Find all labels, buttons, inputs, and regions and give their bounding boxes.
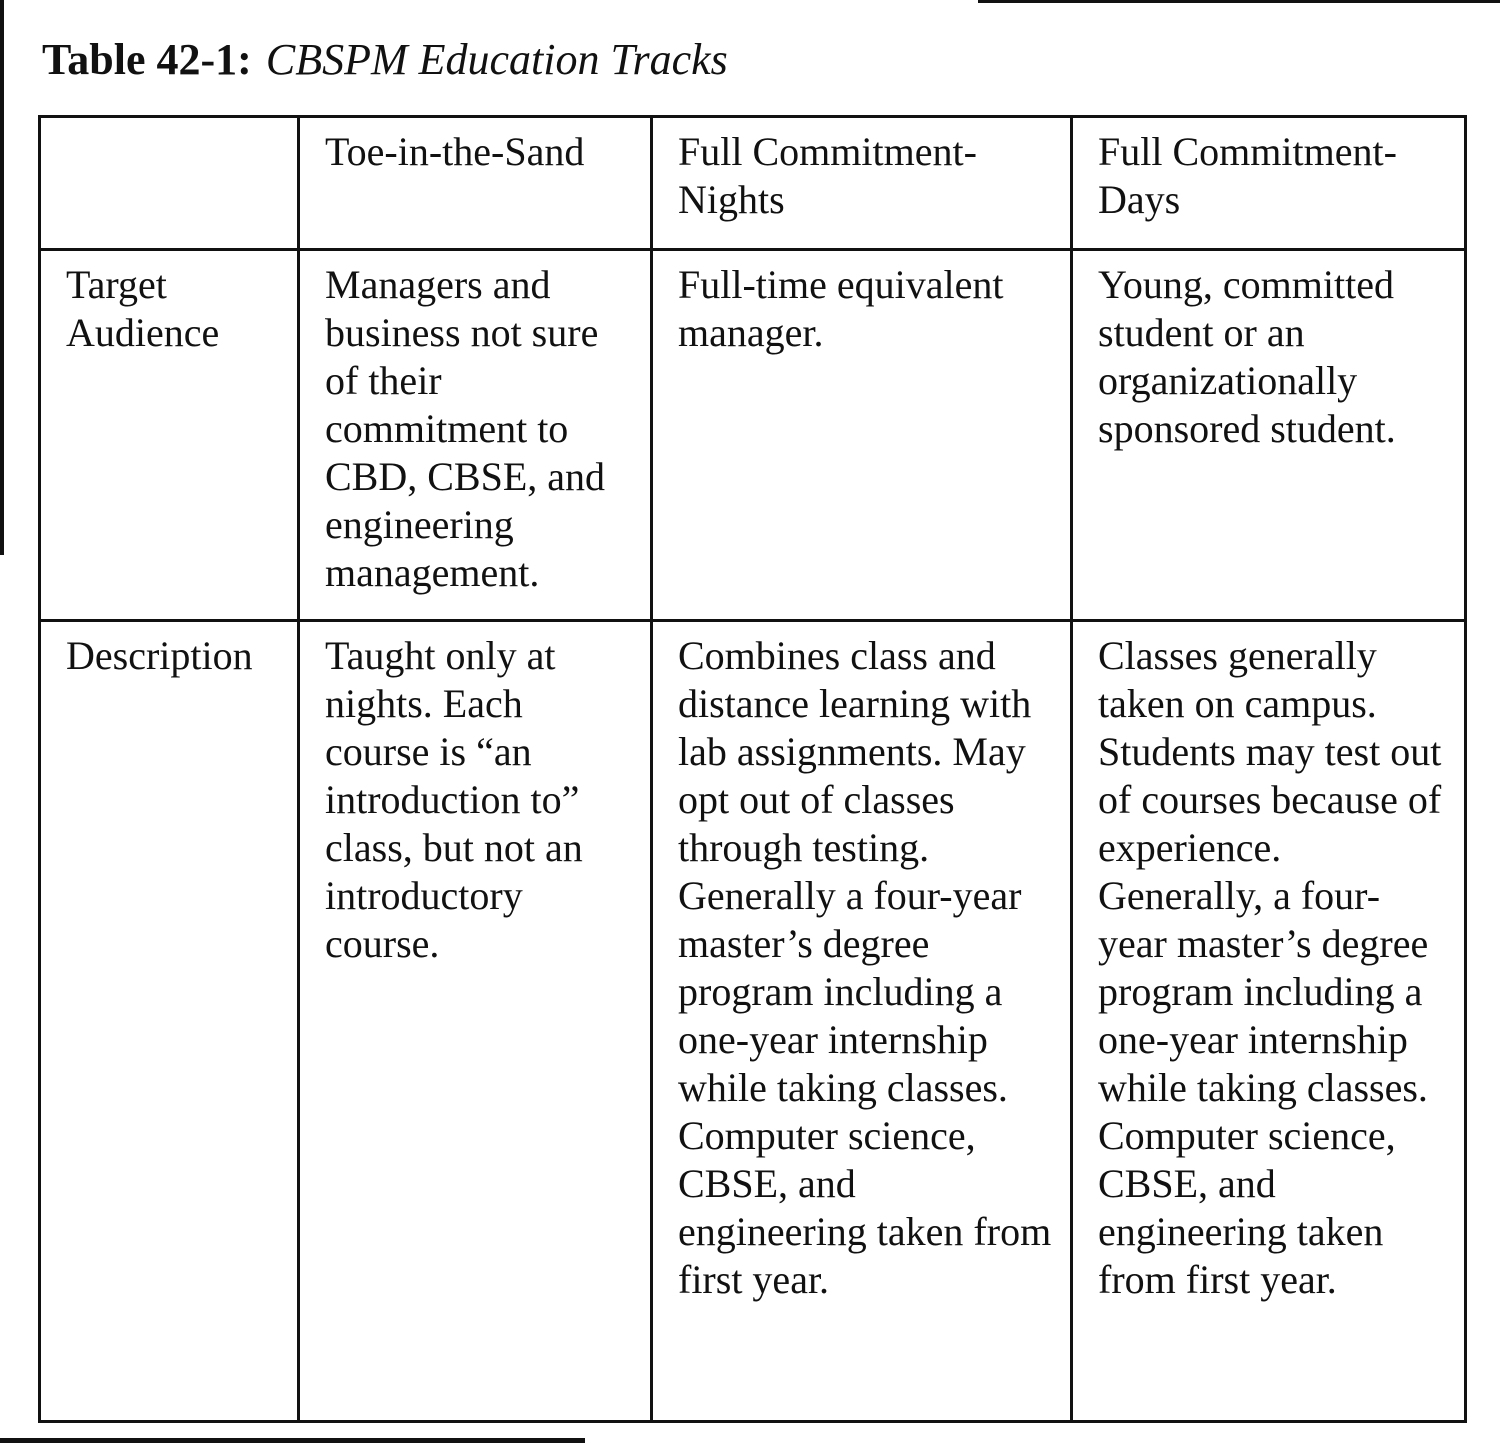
table-row-target-audience: [40, 250, 1466, 621]
row-label-target-audience: Target Audience: [40, 250, 299, 621]
table-caption: [42, 32, 728, 88]
cell-audience-toe-in-the-sand: Managers and business not sure of their commitment to CBD, CBSE, and engineering management.: [299, 250, 652, 621]
cell-description-days: Classes generally taken on campus. Students may test out of courses because of experience. Generally, a four-year master’s degree program including a one-year internship while taking classes. Computer science, CBSE, and engineering taken from first year.: [1072, 621, 1466, 1422]
header-cell-full-commitment-nights: Full Commitment-Nights: [652, 117, 1072, 250]
table-row-description: [40, 621, 1466, 1422]
row-label-description: Description: [40, 621, 299, 1422]
scan-edge-left: [0, 0, 4, 555]
header-cell-toe-in-the-sand: Toe-in-the-Sand: [299, 117, 652, 250]
cell-audience-nights: Full-time equivalent manager.: [652, 250, 1072, 621]
cell-description-nights: Combines class and distance learning with lab assignments. May opt out of classes through testing. Generally a four-year master’s degree program including a one-year internship while taking classes. Computer science, CBSE, and engineering taken from first year.: [652, 621, 1072, 1422]
table-title: CBSPM Education Tracks: [265, 35, 728, 84]
table-number: Table 42-1:: [42, 35, 252, 84]
scan-edge-bottom: [0, 1438, 585, 1443]
header-cell-full-commitment-days: Full Commitment-Days: [1072, 117, 1466, 250]
education-tracks-table: [38, 115, 1467, 1423]
cell-audience-days: Young, committed student or an organizationally sponsored student.: [1072, 250, 1466, 621]
table-header-row: [40, 117, 1466, 250]
scan-edge-top: [978, 0, 1500, 3]
cell-description-toe-in-the-sand: Taught only at nights. Each course is “an introduction to” class, but not an introductory course.: [299, 621, 652, 1422]
header-cell-empty: [40, 117, 299, 250]
